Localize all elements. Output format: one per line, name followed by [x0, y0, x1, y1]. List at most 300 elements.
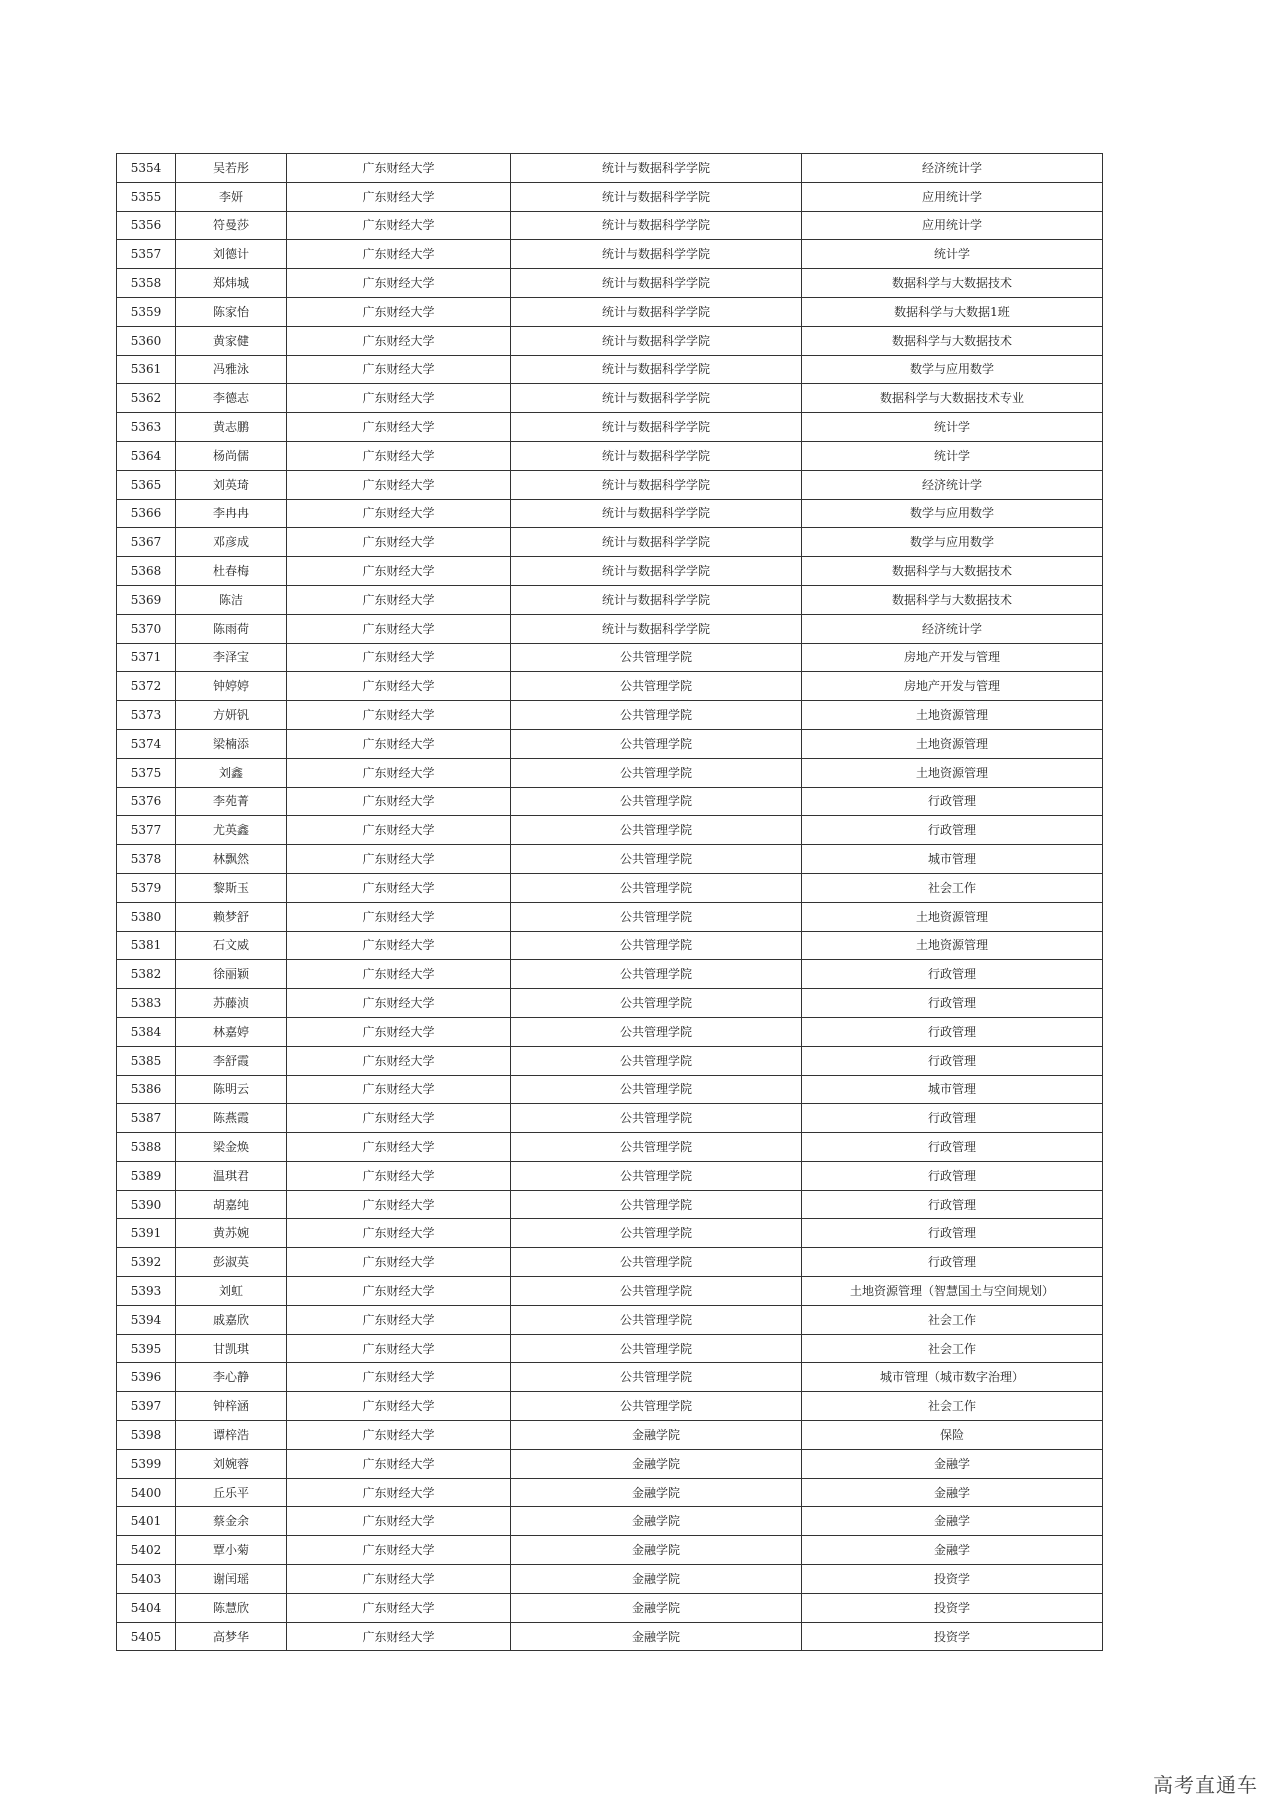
- cell-id: 5390: [117, 1190, 176, 1219]
- cell-college: 公共管理学院: [511, 1219, 802, 1248]
- cell-college: 公共管理学院: [511, 931, 802, 960]
- table-row: [117, 499, 1103, 528]
- cell-id: 5397: [117, 1392, 176, 1421]
- cell-college: 统计与数据科学学院: [511, 614, 802, 643]
- cell-college: 公共管理学院: [511, 1075, 802, 1104]
- cell-university: 广东财经大学: [287, 384, 511, 413]
- cell-major: 行政管理: [802, 816, 1103, 845]
- table-row: [117, 1277, 1103, 1306]
- cell-name: 钟梓涵: [176, 1392, 287, 1421]
- cell-name: 陈雨荷: [176, 614, 287, 643]
- cell-major: 保险: [802, 1421, 1103, 1450]
- cell-major: 投资学: [802, 1565, 1103, 1594]
- cell-university: 广东财经大学: [287, 326, 511, 355]
- cell-college: 公共管理学院: [511, 701, 802, 730]
- table-row: [117, 1017, 1103, 1046]
- cell-name: 温琪君: [176, 1161, 287, 1190]
- cell-university: 广东财经大学: [287, 1593, 511, 1622]
- cell-college: 金融学院: [511, 1449, 802, 1478]
- cell-college: 统计与数据科学学院: [511, 182, 802, 211]
- cell-name: 彭淑英: [176, 1248, 287, 1277]
- cell-name: 方妍钒: [176, 701, 287, 730]
- cell-name: 李泽宝: [176, 643, 287, 672]
- cell-name: 林嘉婷: [176, 1017, 287, 1046]
- cell-university: 广东财经大学: [287, 672, 511, 701]
- cell-name: 刘鑫: [176, 758, 287, 787]
- cell-id: 5354: [117, 154, 176, 183]
- cell-id: 5375: [117, 758, 176, 787]
- table-row: [117, 1219, 1103, 1248]
- cell-college: 统计与数据科学学院: [511, 326, 802, 355]
- table-row: [117, 614, 1103, 643]
- cell-major: 投资学: [802, 1622, 1103, 1651]
- cell-major: 城市管理: [802, 1075, 1103, 1104]
- cell-name: 谢闰瑶: [176, 1565, 287, 1594]
- cell-id: 5359: [117, 297, 176, 326]
- cell-major: 行政管理: [802, 1017, 1103, 1046]
- cell-university: 广东财经大学: [287, 1507, 511, 1536]
- cell-name: 陈家怡: [176, 297, 287, 326]
- cell-college: 公共管理学院: [511, 1334, 802, 1363]
- cell-college: 统计与数据科学学院: [511, 413, 802, 442]
- cell-name: 丘乐平: [176, 1478, 287, 1507]
- table-row: [117, 1104, 1103, 1133]
- cell-name: 梁金焕: [176, 1133, 287, 1162]
- cell-college: 金融学院: [511, 1507, 802, 1536]
- cell-name: 林飘然: [176, 845, 287, 874]
- cell-university: 广东财经大学: [287, 1133, 511, 1162]
- cell-college: 统计与数据科学学院: [511, 211, 802, 240]
- cell-major: 数据科学与大数据1班: [802, 297, 1103, 326]
- cell-name: 陈慧欣: [176, 1593, 287, 1622]
- table-row: [117, 1334, 1103, 1363]
- cell-major: 金融学: [802, 1507, 1103, 1536]
- cell-university: 广东财经大学: [287, 499, 511, 528]
- cell-name: 徐丽颖: [176, 960, 287, 989]
- table-row: [117, 413, 1103, 442]
- cell-major: 土地资源管理（智慧国土与空间规划）: [802, 1277, 1103, 1306]
- table-row: [117, 557, 1103, 586]
- cell-id: 5394: [117, 1305, 176, 1334]
- cell-name: 胡嘉纯: [176, 1190, 287, 1219]
- table-row: [117, 470, 1103, 499]
- table-row: [117, 1075, 1103, 1104]
- cell-college: 统计与数据科学学院: [511, 154, 802, 183]
- cell-id: 5377: [117, 816, 176, 845]
- cell-id: 5378: [117, 845, 176, 874]
- cell-name: 梁楠添: [176, 729, 287, 758]
- student-table: [116, 153, 1103, 1651]
- cell-name: 刘婉蓉: [176, 1449, 287, 1478]
- cell-major: 行政管理: [802, 1190, 1103, 1219]
- cell-id: 5389: [117, 1161, 176, 1190]
- cell-university: 广东财经大学: [287, 269, 511, 298]
- table-row: [117, 960, 1103, 989]
- cell-name: 李心静: [176, 1363, 287, 1392]
- cell-college: 公共管理学院: [511, 902, 802, 931]
- cell-college: 金融学院: [511, 1622, 802, 1651]
- cell-college: 统计与数据科学学院: [511, 355, 802, 384]
- cell-id: 5376: [117, 787, 176, 816]
- cell-name: 黎斯玉: [176, 873, 287, 902]
- table-row: [117, 643, 1103, 672]
- cell-college: 公共管理学院: [511, 672, 802, 701]
- cell-major: 数学与应用数学: [802, 528, 1103, 557]
- cell-id: 5362: [117, 384, 176, 413]
- cell-university: 广东财经大学: [287, 1334, 511, 1363]
- cell-id: 5372: [117, 672, 176, 701]
- cell-college: 公共管理学院: [511, 960, 802, 989]
- cell-college: 统计与数据科学学院: [511, 528, 802, 557]
- cell-id: 5358: [117, 269, 176, 298]
- table-row: [117, 1392, 1103, 1421]
- cell-college: 统计与数据科学学院: [511, 557, 802, 586]
- cell-college: 统计与数据科学学院: [511, 240, 802, 269]
- cell-major: 土地资源管理: [802, 931, 1103, 960]
- cell-college: 公共管理学院: [511, 1363, 802, 1392]
- cell-college: 公共管理学院: [511, 758, 802, 787]
- cell-major: 数据科学与大数据技术专业: [802, 384, 1103, 413]
- cell-id: 5368: [117, 557, 176, 586]
- cell-name: 陈燕霞: [176, 1104, 287, 1133]
- cell-name: 蔡金余: [176, 1507, 287, 1536]
- table-row: [117, 816, 1103, 845]
- table-row: [117, 672, 1103, 701]
- cell-major: 行政管理: [802, 1161, 1103, 1190]
- cell-college: 公共管理学院: [511, 816, 802, 845]
- cell-major: 社会工作: [802, 1305, 1103, 1334]
- table-row: [117, 787, 1103, 816]
- cell-university: 广东财经大学: [287, 816, 511, 845]
- cell-major: 土地资源管理: [802, 701, 1103, 730]
- cell-college: 公共管理学院: [511, 1190, 802, 1219]
- cell-major: 土地资源管理: [802, 729, 1103, 758]
- cell-id: 5357: [117, 240, 176, 269]
- cell-name: 黄家健: [176, 326, 287, 355]
- cell-university: 广东财经大学: [287, 873, 511, 902]
- cell-id: 5383: [117, 989, 176, 1018]
- cell-name: 石文威: [176, 931, 287, 960]
- cell-name: 刘虹: [176, 1277, 287, 1306]
- cell-major: 土地资源管理: [802, 902, 1103, 931]
- cell-college: 金融学院: [511, 1478, 802, 1507]
- watermark: 高考直通车: [1153, 1773, 1258, 1797]
- cell-college: 统计与数据科学学院: [511, 269, 802, 298]
- cell-university: 广东财经大学: [287, 470, 511, 499]
- cell-major: 数据科学与大数据技术: [802, 585, 1103, 614]
- cell-major: 统计学: [802, 441, 1103, 470]
- table-row: [117, 1622, 1103, 1651]
- cell-university: 广东财经大学: [287, 441, 511, 470]
- cell-college: 统计与数据科学学院: [511, 585, 802, 614]
- cell-college: 金融学院: [511, 1536, 802, 1565]
- cell-university: 广东财经大学: [287, 931, 511, 960]
- table-row: [117, 269, 1103, 298]
- cell-id: 5356: [117, 211, 176, 240]
- cell-university: 广东财经大学: [287, 211, 511, 240]
- cell-id: 5391: [117, 1219, 176, 1248]
- cell-major: 行政管理: [802, 1104, 1103, 1133]
- cell-major: 金融学: [802, 1478, 1103, 1507]
- table-row: [117, 441, 1103, 470]
- cell-id: 5366: [117, 499, 176, 528]
- table-row: [117, 1421, 1103, 1450]
- table-row: [117, 1190, 1103, 1219]
- cell-major: 数据科学与大数据技术: [802, 557, 1103, 586]
- cell-university: 广东财经大学: [287, 1478, 511, 1507]
- table-row: [117, 1305, 1103, 1334]
- cell-major: 经济统计学: [802, 614, 1103, 643]
- table-row: [117, 211, 1103, 240]
- cell-university: 广东财经大学: [287, 1161, 511, 1190]
- table-row: [117, 1536, 1103, 1565]
- cell-university: 广东财经大学: [287, 729, 511, 758]
- table-row: [117, 845, 1103, 874]
- cell-college: 公共管理学院: [511, 1017, 802, 1046]
- cell-major: 行政管理: [802, 960, 1103, 989]
- cell-id: 5384: [117, 1017, 176, 1046]
- cell-university: 广东财经大学: [287, 1248, 511, 1277]
- cell-university: 广东财经大学: [287, 1622, 511, 1651]
- cell-college: 公共管理学院: [511, 1046, 802, 1075]
- cell-major: 数据科学与大数据技术: [802, 269, 1103, 298]
- cell-major: 行政管理: [802, 989, 1103, 1018]
- cell-college: 金融学院: [511, 1593, 802, 1622]
- cell-college: 统计与数据科学学院: [511, 297, 802, 326]
- cell-college: 统计与数据科学学院: [511, 499, 802, 528]
- cell-university: 广东财经大学: [287, 240, 511, 269]
- table-row: [117, 1565, 1103, 1594]
- cell-university: 广东财经大学: [287, 1421, 511, 1450]
- table-row: [117, 585, 1103, 614]
- cell-university: 广东财经大学: [287, 355, 511, 384]
- cell-college: 金融学院: [511, 1565, 802, 1594]
- cell-name: 甘凯琪: [176, 1334, 287, 1363]
- table-row: [117, 1507, 1103, 1536]
- cell-university: 广东财经大学: [287, 1449, 511, 1478]
- cell-university: 广东财经大学: [287, 557, 511, 586]
- cell-major: 社会工作: [802, 1334, 1103, 1363]
- cell-college: 公共管理学院: [511, 1133, 802, 1162]
- cell-university: 广东财经大学: [287, 297, 511, 326]
- table-row: [117, 1449, 1103, 1478]
- cell-name: 高梦华: [176, 1622, 287, 1651]
- cell-name: 李冉冉: [176, 499, 287, 528]
- cell-university: 广东财经大学: [287, 1277, 511, 1306]
- cell-university: 广东财经大学: [287, 989, 511, 1018]
- cell-university: 广东财经大学: [287, 758, 511, 787]
- cell-university: 广东财经大学: [287, 1305, 511, 1334]
- cell-id: 5386: [117, 1075, 176, 1104]
- cell-id: 5399: [117, 1449, 176, 1478]
- cell-id: 5367: [117, 528, 176, 557]
- cell-college: 公共管理学院: [511, 1305, 802, 1334]
- cell-name: 谭梓浩: [176, 1421, 287, 1450]
- cell-id: 5365: [117, 470, 176, 499]
- cell-id: 5400: [117, 1478, 176, 1507]
- cell-major: 行政管理: [802, 787, 1103, 816]
- table-row: [117, 297, 1103, 326]
- cell-university: 广东财经大学: [287, 1190, 511, 1219]
- cell-university: 广东财经大学: [287, 1075, 511, 1104]
- cell-major: 城市管理: [802, 845, 1103, 874]
- cell-major: 统计学: [802, 240, 1103, 269]
- cell-major: 社会工作: [802, 1392, 1103, 1421]
- table-row: [117, 1133, 1103, 1162]
- cell-name: 刘德计: [176, 240, 287, 269]
- cell-name: 尤英鑫: [176, 816, 287, 845]
- table-row: [117, 729, 1103, 758]
- cell-university: 广东财经大学: [287, 1363, 511, 1392]
- cell-university: 广东财经大学: [287, 413, 511, 442]
- cell-name: 郑炜城: [176, 269, 287, 298]
- cell-major: 数学与应用数学: [802, 355, 1103, 384]
- cell-university: 广东财经大学: [287, 1046, 511, 1075]
- cell-id: 5393: [117, 1277, 176, 1306]
- cell-college: 公共管理学院: [511, 1161, 802, 1190]
- cell-id: 5402: [117, 1536, 176, 1565]
- cell-university: 广东财经大学: [287, 1536, 511, 1565]
- cell-college: 公共管理学院: [511, 1392, 802, 1421]
- cell-name: 黄苏婉: [176, 1219, 287, 1248]
- cell-college: 公共管理学院: [511, 787, 802, 816]
- cell-university: 广东财经大学: [287, 182, 511, 211]
- cell-college: 金融学院: [511, 1421, 802, 1450]
- cell-name: 吴若彤: [176, 154, 287, 183]
- cell-name: 杜春梅: [176, 557, 287, 586]
- cell-college: 公共管理学院: [511, 845, 802, 874]
- cell-major: 经济统计学: [802, 154, 1103, 183]
- cell-name: 覃小菊: [176, 1536, 287, 1565]
- cell-college: 统计与数据科学学院: [511, 470, 802, 499]
- cell-id: 5396: [117, 1363, 176, 1392]
- cell-university: 广东财经大学: [287, 528, 511, 557]
- cell-id: 5374: [117, 729, 176, 758]
- cell-id: 5373: [117, 701, 176, 730]
- table-row: [117, 902, 1103, 931]
- cell-id: 5398: [117, 1421, 176, 1450]
- cell-id: 5369: [117, 585, 176, 614]
- cell-id: 5385: [117, 1046, 176, 1075]
- table-row: [117, 154, 1103, 183]
- cell-major: 应用统计学: [802, 211, 1103, 240]
- cell-major: 金融学: [802, 1536, 1103, 1565]
- cell-university: 广东财经大学: [287, 1017, 511, 1046]
- cell-university: 广东财经大学: [287, 1565, 511, 1594]
- table-row: [117, 931, 1103, 960]
- table-row: [117, 384, 1103, 413]
- cell-id: 5360: [117, 326, 176, 355]
- table-row: [117, 1363, 1103, 1392]
- table-row: [117, 1248, 1103, 1277]
- cell-major: 金融学: [802, 1449, 1103, 1478]
- cell-name: 李苑菁: [176, 787, 287, 816]
- cell-name: 李德志: [176, 384, 287, 413]
- table-body: [117, 154, 1103, 1651]
- cell-id: 5355: [117, 182, 176, 211]
- cell-major: 行政管理: [802, 1219, 1103, 1248]
- cell-university: 广东财经大学: [287, 787, 511, 816]
- cell-name: 黄志鹏: [176, 413, 287, 442]
- cell-university: 广东财经大学: [287, 154, 511, 183]
- cell-major: 行政管理: [802, 1046, 1103, 1075]
- table-row: [117, 873, 1103, 902]
- table-row: [117, 1478, 1103, 1507]
- cell-name: 符曼莎: [176, 211, 287, 240]
- cell-id: 5363: [117, 413, 176, 442]
- cell-university: 广东财经大学: [287, 643, 511, 672]
- cell-college: 公共管理学院: [511, 643, 802, 672]
- cell-major: 行政管理: [802, 1133, 1103, 1162]
- cell-major: 社会工作: [802, 873, 1103, 902]
- cell-university: 广东财经大学: [287, 845, 511, 874]
- cell-college: 公共管理学院: [511, 989, 802, 1018]
- table-row: [117, 989, 1103, 1018]
- cell-university: 广东财经大学: [287, 1104, 511, 1133]
- cell-id: 5371: [117, 643, 176, 672]
- cell-id: 5392: [117, 1248, 176, 1277]
- cell-id: 5403: [117, 1565, 176, 1594]
- cell-name: 赖梦舒: [176, 902, 287, 931]
- cell-university: 广东财经大学: [287, 585, 511, 614]
- cell-major: 行政管理: [802, 1248, 1103, 1277]
- cell-university: 广东财经大学: [287, 614, 511, 643]
- cell-id: 5404: [117, 1593, 176, 1622]
- cell-university: 广东财经大学: [287, 902, 511, 931]
- table-row: [117, 758, 1103, 787]
- cell-college: 统计与数据科学学院: [511, 384, 802, 413]
- cell-university: 广东财经大学: [287, 960, 511, 989]
- cell-university: 广东财经大学: [287, 701, 511, 730]
- cell-college: 公共管理学院: [511, 1248, 802, 1277]
- cell-college: 公共管理学院: [511, 1104, 802, 1133]
- cell-id: 5395: [117, 1334, 176, 1363]
- table-row: [117, 326, 1103, 355]
- cell-id: 5361: [117, 355, 176, 384]
- cell-id: 5370: [117, 614, 176, 643]
- cell-major: 经济统计学: [802, 470, 1103, 499]
- cell-name: 李舒霞: [176, 1046, 287, 1075]
- cell-name: 陈洁: [176, 585, 287, 614]
- cell-major: 数据科学与大数据技术: [802, 326, 1103, 355]
- cell-major: 土地资源管理: [802, 758, 1103, 787]
- cell-name: 戚嘉欣: [176, 1305, 287, 1334]
- cell-name: 杨尚儒: [176, 441, 287, 470]
- cell-major: 统计学: [802, 413, 1103, 442]
- cell-id: 5380: [117, 902, 176, 931]
- cell-name: 李妍: [176, 182, 287, 211]
- table-row: [117, 240, 1103, 269]
- cell-major: 房地产开发与管理: [802, 643, 1103, 672]
- cell-university: 广东财经大学: [287, 1219, 511, 1248]
- cell-id: 5379: [117, 873, 176, 902]
- cell-college: 公共管理学院: [511, 873, 802, 902]
- cell-college: 公共管理学院: [511, 1277, 802, 1306]
- cell-name: 邓彦成: [176, 528, 287, 557]
- cell-name: 刘英琦: [176, 470, 287, 499]
- cell-name: 钟婷婷: [176, 672, 287, 701]
- cell-id: 5381: [117, 931, 176, 960]
- table-row: [117, 701, 1103, 730]
- cell-major: 应用统计学: [802, 182, 1103, 211]
- cell-id: 5364: [117, 441, 176, 470]
- cell-id: 5401: [117, 1507, 176, 1536]
- table-row: [117, 1161, 1103, 1190]
- cell-name: 陈明云: [176, 1075, 287, 1104]
- cell-university: 广东财经大学: [287, 1392, 511, 1421]
- table-row: [117, 1046, 1103, 1075]
- cell-major: 数学与应用数学: [802, 499, 1103, 528]
